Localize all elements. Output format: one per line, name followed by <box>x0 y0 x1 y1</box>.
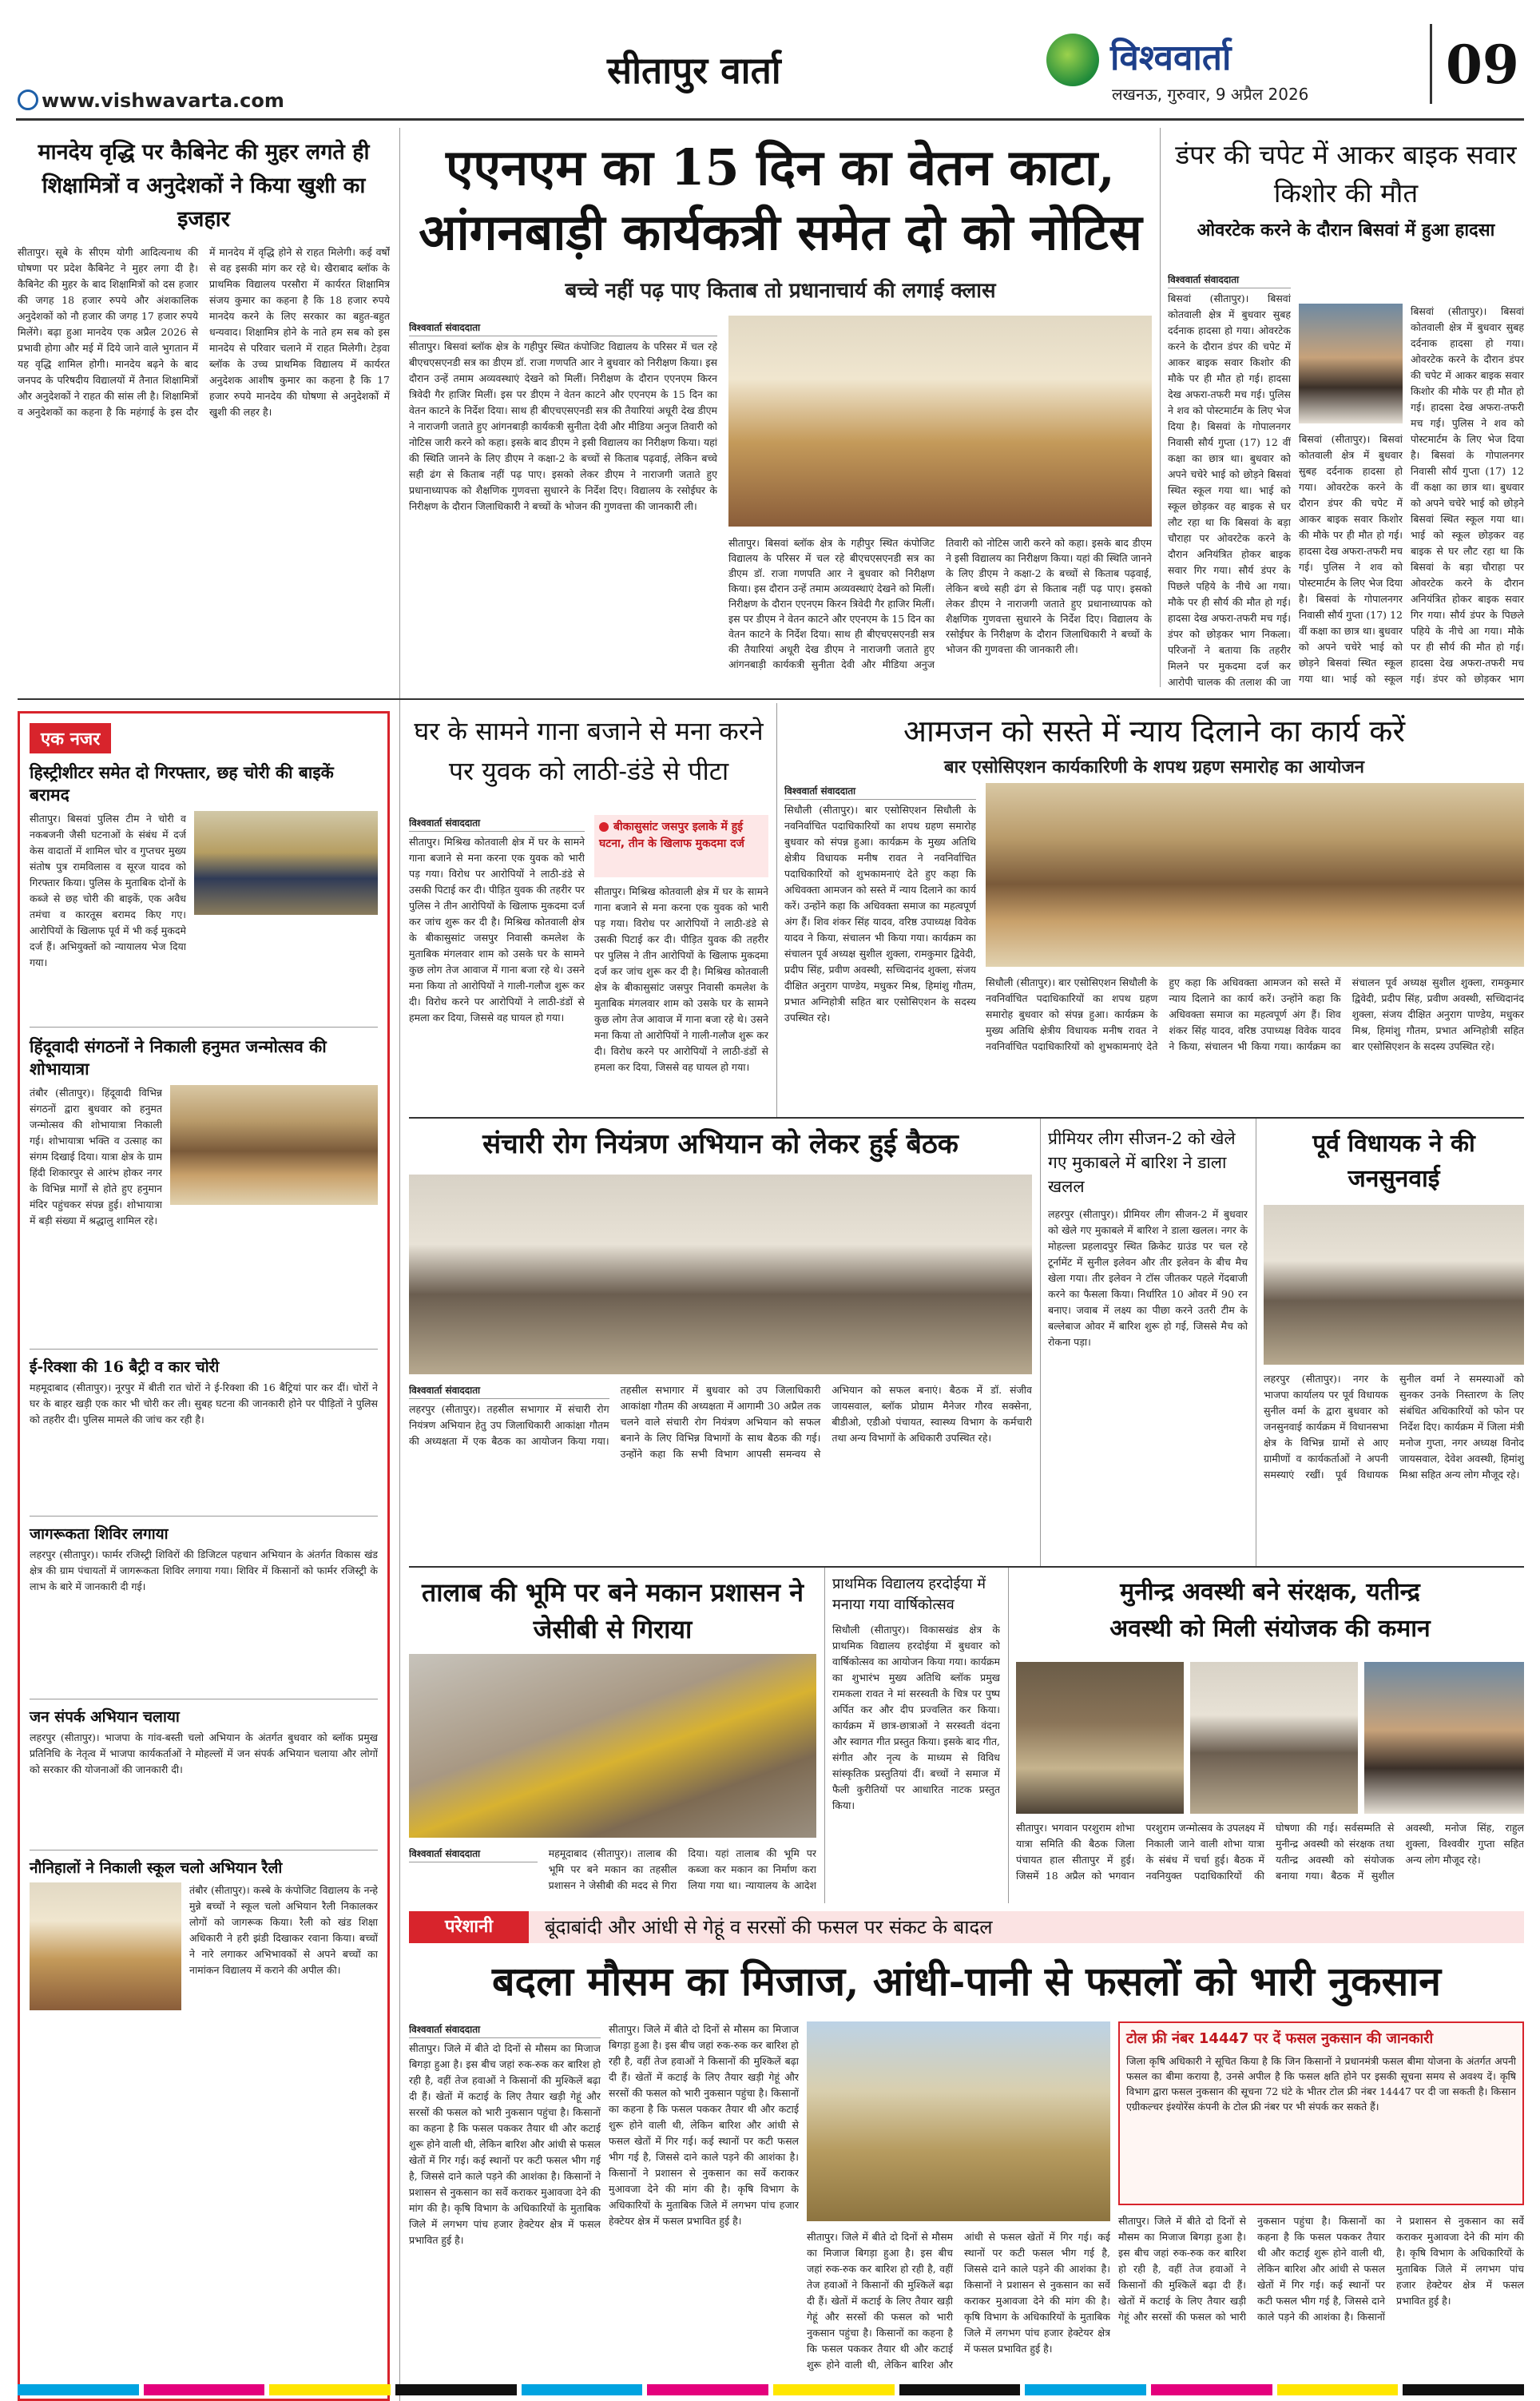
headline: संचारी रोग नियंत्रण अभियान को लेकर हुई बैठक <box>482 1128 959 1160</box>
article-body: सिधौली (सीतापुर)। बार एसोसिएशन सिधौली के नवनिर्वाचित पदाधिकारियों का शपथ ग्रहण समारोह बुधवार को संपन्न हुआ। कार्यक्रम के मुख्य अतिथि क्षेत्रीय विधायक मनीष रावत ने नवनिर्वाचित पदाधिकारियों को शुभकामनाएं देते हुए कहा कि अधिवक्ता आमजन को सस्ते में न्याय दिलाने का कार्य करें। उन्होंने कहा कि अधिवक्ता समाज का महत्वपूर्ण अंग हैं। शिव शंकर सिंह यादव, वरिष्ठ उपाध्यक्ष विवेक यादव ने किया, संचालन भी किया गया। कार्यक्रम का संचालन पूर्व अध्यक्ष सुशील शुक्ला, रामकुमार द्विवेदी, प्रदीप सिंह, प्रवीण अवस्थी, सच्चिदानंद शुक्ला, संजय दीक्षित अनुराग पाण्डेय, मधुकर मिश्र, हिमांशु गौतम, प्रभात अग्निहोत्री सहित बार एसोसिएशन के सदस्य उपस्थित रहे। <box>784 804 976 1024</box>
item-body: महमूदाबाद (सीतापुर)। नूरपुर में बीती रात चोरों ने ई-रिक्शा की 16 बैट्रियां पार कर दीं। चोरों ने घर के बाहर खड़ी एक कार भी चोरी कर ली। सुबह घटना की जानकारी होने पर पीड़ितों ने पुलिस को तहरीर दी। पुलिस मामले की जांच कर रही है। <box>30 1381 378 1425</box>
school-rally-photo <box>30 1882 181 2010</box>
article-body: सीतापुर। भगवान परशुराम शोभा यात्रा समिति की बैठक जिला पंचायत हाल सीतापुर में हुई। जिसमें 18 अप्रैल को भगवान परशुराम जन्मोत्सव के उपलक्ष्य में निकाली जाने वाली शोभा यात्रा के संबंध में चर्चा हुई। बैठक में नवनियुक्त पदाधिकारियों की घोषणा की गई। सर्वसम्मति से मुनीन्द्र अवस्थी को संरक्षक तथा यतीन्द्र अवस्थी को संयोजक बनाया गया। बैठक में सुशील अवस्थी, मनोज सिंह, राहुल शुक्ला, विश्ववीर गुप्ता सहित अन्य लोग मौजूद रहे। <box>1016 1822 1524 1882</box>
byline: विश्ववार्ता संवाददाता <box>784 783 976 800</box>
headline: आमजन को सस्ते में न्याय दिलाने का कार्य करें <box>903 714 1406 749</box>
article-body: सिधौली (सीतापुर)। विकासखंड क्षेत्र के प्राथमिक विद्यालय हरदोईया में बुधवार को वार्षिकोत्सव का आयोजन किया गया। कार्यक्रम का शुभारंभ मुख्य अतिथि ब्लॉक प्रमुख रामकला रावत ने मां सरस्वती के चित्र पर पुष्प अर्पित कर और दीप प्रज्वलित कर किया। कार्यक्रम में छात्र-छात्राओं ने सरस्वती वंदना और स्वागत गीत प्रस्तुत किया। इसके बाद गीत, संगीत और नृत्य के माध्यम से विविध सांस्कृतिक प्रस्तुतियां दीं। बच्चों ने समाज में फैली कुरीतियों पर आधारित नाटक प्रस्तुत किया। <box>832 1624 1000 1811</box>
item-headline: जन संपर्क अभियान चलाया <box>30 1708 180 1726</box>
article-body: सीतापुर। सूबे के सीएम योगी आदित्यनाथ की घोषणा पर प्रदेश कैबिनेट ने मुहर लगा दी है। कैबिनेट की मुहर के बाद शिक्षामित्रों को दस हजार की जगह 18 हजार रुपये और अंशकालिक अनुदेशकों को नौ हजार की जगह 17 हजार रुपये मिलेंगे। बढ़ा हुआ मानदेय एक अप्रैल 2026 से प्रभावी होगा और मई में दिये जाने वाले भुगतान में यह वृद्धि शामिल होगी। मानदेय बढ़ने के बाद जनपद के परिषदीय विद्यालयों में तैनात शिक्षामित्रों और अनुदेशकों ने राहत की सांस ली है। शिक्षामित्रों व अनुदेशकों का कहना है कि महंगाई के इस दौर में मानदेय में वृद्धि होने से राहत मिलेगी। कई वर्षों से वह इसकी मांग कर रहे थे। खैराबाद ब्लॉक के प्राथमिक विद्यालय परसौरा में कार्यरत शिक्षामित्र संजय कुमार का कहना है कि 18 हजार रुपये मानदेय करने के लिए सरकार का बहुत-बहुत धन्यवाद। शिक्षामित्र होने के नाते हम सब को इस मानदेय से परिवार चलाने में राहत मिलेगी। टेड़वा ब्लॉक के उच्च प्राथमिक विद्यालय में कार्यरत अनुदेशक आशीष कुमार का कहना है कि 17 हजार रुपये मानदेय की घोषणा से अनुदेशकों में खुशी की लहर है। <box>18 246 390 418</box>
anm-body-cont: सीतापुर। बिसवां ब्लॉक क्षेत्र के गहीपुर स्थित कंपोजिट विद्यालय के परिसर में चल रहे बीएचएसएनडी सत्र का डीएम डॉ. राजा गणपति आर ने बुधवार को निरीक्षण किया। इस दौरान उन्हें तमाम अव्यवस्थाएं देखने को मिलीं। निरीक्षण के दौरान एएनएम किरन त्रिवेदी गैर हाजिर मिलीं। इस पर डीएम ने वेतन काटने और एएनएम के 15 दिन का वेतन काटने के निर्देश दिया। साथ ही बीएचएसएनडी सत्र की तैयारियां अधूरी देख डीएम ने नाराजगी जताते हुए आंगनबाड़ी कार्यकत्री सुनीता देवी और मीडिया अनुज तिवारी को नोटिस जारी करने को कहा। इसके बाद डीएम ने इसी विद्यालय का निरीक्षण किया। यहां की स्थिति जानने के लिए डीएम ने कक्षा-2 के बच्चों से किताब पढ़वाई, लेकिन बच्चे सही ढंग से किताब नहीं पढ़ पाए। इसको लेकर डीएम ने नाराजगी जताते हुए प्रधानाध्यापक को शैक्षणिक गुणवत्ता सुधारने के निर्देश दिए। विद्यालय के रसोईघर के निरीक्षण के दौरान जिलाधिकारी ने बच्चों के भोजन की गुणवत्ता की जानकारी ली। <box>728 537 1152 670</box>
article-body: सीतापुर। जिले में बीते दो दिनों से मौसम का मिजाज बिगड़ा हुआ है। इस बीच जहां रुक-रुक कर बारिश हो रही है, वहीं तेज हवाओं ने किसानों की मुश्किलें बढ़ा दी हैं। खेतों में कटाई के लिए तैयार खड़ी गेहूं और सरसों की फसल को भारी नुकसान पहुंचा है। किसानों का कहना है कि फसल पककर तैयार थी और कटाई शुरू होने वाली थी, लेकिन बारिश और आंधी से फसल खेतों में गिर गई। कई स्थानों पर कटी फसल भीग गई है, जिससे दाने काले पड़ने की आशंका है। किसानों ने प्रशासन से नुकसान का सर्वे कराकर मुआवजा देने की मांग की है। कृषि विभाग के अधिकारियों के मुताबिक जिले में लगभग पांच हजार हेक्टेयर क्षेत्र में फसल प्रभावित हुई है। <box>409 2042 601 2246</box>
registration-strip <box>18 2384 1524 2395</box>
deck: बार एसोसिएशन कार्यकारिणी के शपथ ग्रहण समारोह का आयोजन <box>943 757 1364 777</box>
item-headline: नौनिहालों ने निकाली स्कूल चलो अभियान रैली <box>30 1859 283 1877</box>
deck: ओवरटेक करने के दौरान बिसवां में हुआ हादसा <box>1197 220 1495 240</box>
talab-body <box>409 1846 816 1894</box>
dumper-body <box>1168 272 1291 687</box>
ek-nazar-item-2 <box>30 1036 378 1341</box>
brand-logo-icon <box>1046 34 1099 86</box>
kicker-headline: बूंदाबांदी और आंधी से गेहूं व सरसों की फसल पर संकट के बादल <box>545 1916 993 1938</box>
dumper-victim-photo <box>1299 304 1403 423</box>
mausam-body-cont2: सीतापुर। जिले में बीते दो दिनों से मौसम का मिजाज बिगड़ा हुआ है। इस बीच जहां रुक-रुक कर बारिश हो रही है, वहीं तेज हवाओं ने किसानों की मुश्किलें बढ़ा दी हैं। खेतों में कटाई के लिए तैयार खड़ी गेहूं और सरसों की फसल को भारी नुकसान पहुंचा है। किसानों का कहना है कि फसल पककर तैयार थी और कटाई शुरू होने वाली थी, लेकिन बारिश और आंधी से फसल खेतों में गिर गई। कई स्थानों पर कटी फसल भीग गई है, जिससे दाने काले पड़ने की आशंका है। किसानों ने प्रशासन से नुकसान का सर्वे कराकर मुआवजा देने की मांग की है। कृषि विभाग के अधिकारियों के मुताबिक जिले में लगभग पांच हजार हेक्टेयर क्षेत्र में फसल प्रभावित हुई है। <box>807 2231 1110 2371</box>
mausam-body-cont: सीतापुर। जिले में बीते दो दिनों से मौसम का मिजाज बिगड़ा हुआ है। इस बीच जहां रुक-रुक कर बारिश हो रही है, वहीं तेज हवाओं ने किसानों की मुश्किलें बढ़ा दी हैं। खेतों में कटाई के लिए तैयार खड़ी गेहूं और सरसों की फसल को भारी नुकसान पहुंचा है। किसानों का कहना है कि फसल पककर तैयार थी और कटाई शुरू होने वाली थी, लेकिन बारिश और आंधी से फसल खेतों में गिर गई। कई स्थानों पर कटी फसल भीग गई है, जिससे दाने काले पड़ने की आशंका है। किसानों ने प्रशासन से नुकसान का सर्वे कराकर मुआवजा देने की मांग की है। कृषि विभाग के अधिकारियों के मुताबिक जिले में लगभग पांच हजार हेक्टेयर क्षेत्र में फसल प्रभावित हुई है। <box>609 2023 799 2227</box>
headline-line1: मुनीन्द्र अवस्थी बने संरक्षक, यतीन्द्र <box>1120 1578 1420 1606</box>
page-number: 09 <box>1446 34 1519 96</box>
kicker-bar <box>409 1911 1524 1943</box>
article-body: लहरपुर (सीतापुर)। तहसील सभागार में संचारी रोग नियंत्रण अभियान हेतु उप जिलाधिकारी आकांक्षा गौतम की अध्यक्षता में एक बैठक का आयोजन किया गया। तहसील सभागार में बुधवार को उप जिलाधिकारी आकांक्षा गौतम की अध्यक्षता में आगामी 30 अप्रैल तक चलने वाले संचारी रोग नियंत्रण अभियान को सफल बनाने के लिए विभिन्न विभागों के साथ बैठक की गई। उन्होंने कहा कि सभी विभाग आपसी समन्वय से अभियान को सफल बनाएं। बैठक में डॉ. संजीव जायसवाल, ब्लॉक प्रोग्राम मैनेजर गौरव सक्सेना, बीडीओ, एडीओ पंचायत, स्वास्थ्य विभाग के कर्मचारी तथा अन्य विभागों के अधिकारी उपस्थित रहे। <box>409 1384 1032 1460</box>
anm-photo <box>728 316 1152 527</box>
section-title: सीतापुर वार्ता <box>607 49 781 92</box>
gaana-body <box>409 815 585 1111</box>
byline: विश्ववार्ता संवाददाता <box>409 815 585 832</box>
item-headline: हिंदूवादी संगठनों ने निकाली हनुमत जन्मोत्सव की शोभायात्रा <box>30 1036 327 1079</box>
deck: बच्चे नहीं पढ़ पाए किताब तो प्रधानाचार्य की लगाई क्लास <box>565 279 996 303</box>
byline: विश्ववार्ता संवाददाता <box>1168 272 1291 288</box>
mausam-body-cont3: सीतापुर। जिले में बीते दो दिनों से मौसम का मिजाज बिगड़ा हुआ है। इस बीच जहां रुक-रुक कर बारिश हो रही है, वहीं तेज हवाओं ने किसानों की मुश्किलें बढ़ा दी हैं। खेतों में कटाई के लिए तैयार खड़ी गेहूं और सरसों की फसल को भारी नुकसान पहुंचा है। किसानों का कहना है कि फसल पककर तैयार थी और कटाई शुरू होने वाली थी, लेकिन बारिश और आंधी से फसल खेतों में गिर गई। कई स्थानों पर कटी फसल भीग गई है, जिससे दाने काले पड़ने की आशंका है। किसानों ने प्रशासन से नुकसान का सर्वे कराकर मुआवजा देने की मांग की है। कृषि विभाग के अधिकारियों के मुताबिक जिले में लगभग पांच हजार हेक्टेयर क्षेत्र में फसल प्रभावित हुई है। <box>1118 2215 1524 2323</box>
item-headline: जागरूकता शिविर लगाया <box>30 1525 169 1543</box>
gaana-body-cont: सीतापुर। मिश्रिख कोतवाली क्षेत्र में घर के सामने गाना बजाने से मना करना एक युवक को भारी पड़ गया। विरोध पर आरोपियों ने लाठी-डंडे से उसकी पिटाई कर दी। पीड़ित युवक की तहरीर पर पुलिस ने तीन आरोपियों के खिलाफ मुकदमा दर्ज कर जांच शुरू कर दी है। मिश्रिख कोतवाली क्षेत्र के बीकासुसांट जसपुर निवासी कमलेश के मुताबिक मंगलवार शाम को उसके घर के सामने कुछ लोग तेज आवाज में गाना बजा रहे थे। उसने मना किया तो आरोपियों ने गाली-गलौज शुरू कर दी। विरोध करने पर आरोपियों ने लाठी-डंडों से हमला कर दिया, जिससे वह घायल हो गया। <box>594 885 768 1073</box>
article-varshikotsav <box>832 1574 1000 1894</box>
article-body: महमूदाबाद (सीतापुर)। तालाब की भूमि पर बने मकान का तहसील प्रशासन ने जेसीबी की मदद से गिरा दिया। यहां तालाब की भूमि पर कब्जा कर मकान का निर्माण करा लिया गया था। न्यायालय के आदेश <box>548 1847 816 1891</box>
byline: विश्ववार्ता संवाददाता <box>409 320 717 336</box>
ek-nazar-item-5 <box>30 1707 378 1842</box>
byline: विश्ववार्ता संवाददाता <box>409 1846 538 1862</box>
article-body: सीतापुर। मिश्रिख कोतवाली क्षेत्र में घर के सामने गाना बजाने से मना करना एक युवक को भारी पड़ गया। विरोध पर आरोपियों ने लाठी-डंडे से उसकी पिटाई कर दी। पीड़ित युवक की तहरीर पर पुलिस ने तीन आरोपियों के खिलाफ मुकदमा दर्ज कर जांच शुरू कर दी है। मिश्रिख कोतवाली क्षेत्र के बीकासुसांट जसपुर निवासी कमलेश के मुताबिक मंगलवार शाम को उसके घर के सामने कुछ लोग तेज आवाज में गाना बजा रहे थे। उसने मना किया तो आरोपियों ने गाली-गलौज शुरू कर दी। विरोध करने पर आरोपियों ने लाठी-डंडों से हमला कर दिया, जिससे वह घायल हो गया। <box>409 836 585 1024</box>
munindra-photo-1 <box>1016 1662 1184 1814</box>
article-gaana <box>409 711 768 1111</box>
headline: डंपर की चपेट में आकर बाइक सवार किशोर की मौत <box>1175 139 1517 209</box>
kicker-label: परेशानी <box>409 1911 529 1943</box>
crop-damage-photo <box>807 2021 1110 2221</box>
headline-line2: आंगनबाड़ी कार्यकत्री समेत दो को नोटिस <box>419 203 1142 261</box>
dumper-body-cont2: बिसवां (सीतापुर)। बिसवां कोतवाली क्षेत्र में बुधवार सुबह दर्दनाक हादसा हो गया। ओवरटेक करने के दौरान डंपर की चपेट में आकर बाइक सवार किशोर की मौके पर ही मौत हो गई। हादसा देख अफरा-तफरी मच गई। पुलिस ने शव को पोस्टमार्टम के लिए भेज दिया है। बिसवां के गोपालनगर निवासी सौर्य गुप्ता (17) 12 वीं कक्षा का छात्र था। बुधवार को अपने चचेरे भाई को छोड़ने बिसवां स्थित स्कूल गया था। भाई को स्कूल छोड़कर वह बाइक से घर लौट रहा था कि बिसवां के बड़ा चौराहा पर ओवरटेक करने के दौरान अनियंत्रित होकर बाइक सवार गिर गया। सौर्य डंपर के पिछले पहिये के नीचे आ गया। मौके पर ही सौर्य की मौत हो गई। हादसा देख अफरा-तफरी मच गई। डंपर को छोड़कर भाग <box>1411 305 1524 685</box>
mausam-headline: बदला मौसम का मिजाज, आंधी-पानी से फसलों को भारी नुकसान <box>491 1958 1442 2005</box>
item-body: लहरपुर (सीतापुर)। भाजपा के गांव-बस्ती चलो अभियान के अंतर्गत बुधवार को ब्लॉक प्रमुख प्रतिनिधि के नेतृत्व में भाजपा कार्यकर्ताओं ने मोहल्लों में जन संपर्क अभियान चलाया और लोगों को सरकार की योजनाओं की जानकारी दी। <box>30 1731 378 1775</box>
masthead <box>0 0 1540 120</box>
brand-name: विश्ववार्ता <box>1110 38 1232 78</box>
article-body: सीतापुर। बिसवां ब्लॉक क्षेत्र के गहीपुर स्थित कंपोजिट विद्यालय के परिसर में चल रहे बीएचएसएनडी सत्र का डीएम डॉ. राजा गणपति आर ने बुधवार को निरीक्षण किया। इस दौरान उन्हें तमाम अव्यवस्थाएं देखने को मिलीं। निरीक्षण के दौरान एएनएम किरन त्रिवेदी गैर हाजिर मिलीं। इस पर डीएम ने वेतन काटने और एएनएम के 15 दिन का वेतन काटने के निर्देश दिया। साथ ही बीएचएसएनडी सत्र की तैयारियां अधूरी देख डीएम ने नाराजगी जताते हुए आंगनबाड़ी कार्यकत्री सुनीता देवी और मीडिया अनुज तिवारी को नोटिस जारी करने को कहा। इसके बाद डीएम ने इसी विद्यालय का निरीक्षण किया। यहां की स्थिति जानने के लिए डीएम ने कक्षा-2 के बच्चों से किताब पढ़वाई, लेकिन बच्चे सही ढंग से किताब नहीं पढ़ पाए। इसको लेकर डीएम ने नाराजगी जताते हुए प्रधानाध्यापक को शैक्षणिक गुणवत्ता सुधारने के निर्देश दिए। विद्यालय के रसोईघर के निरीक्षण के दौरान जिलाधिकारी ने बच्चों के भोजन की गुणवत्ता की जानकारी ली। <box>409 340 717 512</box>
headline: प्राथमिक विद्यालय हरदोईया में मनाया गया वार्षिकोत्सव <box>832 1576 986 1613</box>
sanchari-body <box>409 1382 1032 1558</box>
headline: तालाब की भूमि पर बने मकान प्रशासन ने जेसीबी से गिराया <box>421 1577 804 1644</box>
tag-box <box>594 815 768 877</box>
headline: प्रीमियर लीग सीजन-2 को खेले गए मुकाबले में बारिश ने डाला खलल <box>1048 1129 1236 1196</box>
headline-line1: एएनएम का 15 दिन का वेतन काटा, <box>446 138 1115 197</box>
tag-text: बीकासुसांट जसपुर इलाके में हुई घटना, तीन के खिलाफ मुकदमा दर्ज <box>599 821 744 850</box>
bar-association-photo <box>986 783 1524 967</box>
munindra-body <box>1016 1820 1524 1900</box>
public-hearing-photo <box>1264 1205 1524 1365</box>
item-body: सीतापुर। बिसवां पुलिस टीम ने चोरी व नकबजनी जैसी घटनाओं के संबंध में दर्ज केस वादातों में शामिल चोर व गुप्तचर मुख्य संतोष पुत्र रामविलास व सूरज यादव को गिरफ्तार किया। पुलिस के मुताबिक दोनों के कब्जे से छह चोरी की बाइकें, एक अवैध तमंचा व कारतूस बरामद किए गए। आरोपियों के खिलाफ पूर्व में भी कई मुकदमे दर्ज हैं। अभियुक्तों को न्यायालय भेज दिया गया। <box>30 813 186 968</box>
byline: विश्ववार्ता संवाददाता <box>409 2021 601 2038</box>
dumper-body-cont: बिसवां (सीतापुर)। बिसवां कोतवाली क्षेत्र में बुधवार सुबह दर्दनाक हादसा हो गया। ओवरटेक करने के दौरान डंपर की चपेट में आकर बाइक सवार किशोर की मौके पर ही मौत हो गई। हादसा देख अफरा-तफरी मच गई। पुलिस ने शव को पोस्टमार्टम के लिए भेज दिया है। बिसवां के गोपालनगर निवासी सौर्य गुप्ता (17) 12 वीं कक्षा का छात्र था। बुधवार को अपने चचेरे भाई को छोड़ने बिसवां स्थित स्कूल गया था। भाई को स्कूल <box>1299 433 1403 685</box>
item-body: तंबौर (सीतापुर)। हिंदूवादी विभिन्न संगठनों द्वारा बुधवार को हनुमत जन्मोत्सव की शोभायात्रा निकाली गई। शोभायात्रा भक्ति व उत्साह का संगम दिखाई दिया। यात्रा क्षेत्र के ग्राम हिंदी शिकारपुर से आरंभ होकर नगर के विभिन्न मार्गों से होते हुए हनुमान मंदिर पहुंचकर संपन्न हुई। शोभायात्रा में बड़ी संख्या में श्रद्धालु शामिल रहे। <box>30 1087 162 1226</box>
item-headline: हिस्ट्रीशीटर समेत दो गिरफ्तार, छह चोरी की बाइकें बरामद <box>30 762 334 805</box>
article-body: बिसवां (सीतापुर)। बिसवां कोतवाली क्षेत्र में बुधवार सुबह दर्दनाक हादसा हो गया। ओवरटेक करने के दौरान डंपर की चपेट में आकर बाइक सवार किशोर की मौके पर ही मौत हो गई। हादसा देख अफरा-तफरी मच गई। पुलिस ने शव को पोस्टमार्टम के लिए भेज दिया है। बिसवां के गोपालनगर निवासी सौर्य गुप्ता (17) 12 वीं कक्षा का छात्र था। बुधवार को अपने चचेरे भाई को छोड़ने बिसवां स्थित स्कूल गया था। भाई को स्कूल छोड़कर वह बाइक से घर लौट रहा था कि बिसवां के बड़ा चौराहा पर ओवरटेक करने के दौरान अनियंत्रित होकर बाइक सवार गिर गया। सौर्य डंपर के पिछले पहिये के नीचे आ गया। मौके पर ही सौर्य की मौत हो गई। हादसा देख अफरा-तफरी मच गई। डंपर को छोड़कर भाग निकला। परिजनों ने बताया कि तहरीर मिलने पर मुकदमा दर्ज कर आरोपी चालक की तलाश की जा <box>1168 292 1291 687</box>
bulldozer-photo <box>409 1654 816 1838</box>
police-photo <box>194 811 378 915</box>
item-body: तंबौर (सीतापुर)। कस्बे के कंपोजिट विद्यालय के नन्हे मुन्ने बच्चों ने स्कूल चलो अभियान रैली निकालकर लोगों को जागरूक किया। रैली को खंड शिक्षा अधिकारी ने हरी झंडी दिखाकर रवाना किया। बच्चों ने नारे लगाकर अभिभावकों से अपने बच्चों का नामांकन विद्यालय में कराने की अपील की। <box>189 1884 378 1976</box>
procession-photo <box>170 1085 378 1205</box>
headline-line2: अवस्थी को मिली संयोजक की कमान <box>1109 1615 1431 1643</box>
byline: विश्ववार्ता संवाददाता <box>409 1382 609 1399</box>
item-headline: ई-रिक्शा की 16 बैट्री व कार चोरी <box>30 1358 220 1376</box>
headline: घर के सामने गाना बजाने से मना करने पर युवक को लाठी-डंडे से पीटा <box>414 716 764 786</box>
dateline: लखनऊ, गुरुवार, 9 अप्रैल 2026 <box>1112 85 1309 104</box>
article-purv-vidhayak <box>1264 1127 1524 1558</box>
meeting-photo <box>409 1175 1032 1374</box>
bullet-dot-icon <box>599 822 609 832</box>
mausam-body <box>409 2021 601 2373</box>
item-body: लहरपुर (सीतापुर)। फार्मर रजिस्ट्री शिविरों की डिजिटल पहचान अभियान के अंतर्गत विकास खंड क्षेत्र की ग्राम पंचायतों में जागरूकता शिविर लगाया गया। शिविर में किसानों को फार्मर रजिस्ट्री के लाभ के बारे में जानकारी दी गई। <box>30 1548 378 1592</box>
box-title: एक नजर <box>30 723 111 753</box>
tollfree-body: जिला कृषि अधिकारी ने सूचित किया है कि जिन किसानों ने प्रधानमंत्री फसल बीमा योजना के अंतर्गत अपनी फसल का बीमा कराया है, उनसे अपील है कि फसल क्षति होने पर इसकी सूचना समय से अवश्य दें। कृषि विभाग द्वारा फसल नुकसान की सूचना 72 घंटे के भीतर टोल फ्री नंबर 14447 पर दी जा सकती है। किसान एग्रीकल्चर इंश्योरेंस कंपनी के टोल फ्री नंबर पर भी संपर्क कर सकते हैं। <box>1126 2055 1516 2113</box>
nyay-body <box>784 783 976 1103</box>
headline: पूर्व विधायक ने की जनसुनवाई <box>1312 1130 1475 1193</box>
munindra-photo-3 <box>1364 1662 1524 1814</box>
article-shikshamitra <box>18 136 390 695</box>
ek-nazar-box <box>18 711 390 2401</box>
article-body: लहरपुर (सीतापुर)। नगर के भाजपा कार्यालय पर पूर्व विधायक सुनील वर्मा के द्वारा बुधवार को जनसुनवाई कार्यक्रम में विधानसभा क्षेत्र के विभिन्न ग्रामों से आए ग्रामीणों व कार्यकर्ताओं ने अपनी समस्याएं रखीं। पूर्व विधायक सुनील वर्मा ने समस्याओं को सुनकर उनके निस्तारण के लिए संबंधित अधिकारियों को फोन पर निर्देश दिए। कार्यक्रम में जिला मंत्री मनोज गुप्ता, नगर अध्यक्ष विनोद जायसवाल, देवेश अवस्थी, हिमांशु मिश्रा सहित अन्य लोग मौजूद रहे। <box>1264 1373 1524 1481</box>
ek-nazar-item-3 <box>30 1358 378 1508</box>
ek-nazar-item-6 <box>30 1858 378 2146</box>
article-premier <box>1048 1127 1248 1558</box>
tollfree-box <box>1118 2021 1524 2205</box>
munindra-photo-2 <box>1190 1662 1358 1814</box>
ek-nazar-item-4 <box>30 1524 378 1691</box>
website[interactable]: www.vishwavarta.com <box>42 89 284 112</box>
globe-icon <box>18 89 38 110</box>
nyay-body-cont: सिधौली (सीतापुर)। बार एसोसिएशन सिधौली के नवनिर्वाचित पदाधिकारियों का शपथ ग्रहण समारोह बुधवार को संपन्न हुआ। कार्यक्रम के मुख्य अतिथि क्षेत्रीय विधायक मनीष रावत ने नवनिर्वाचित पदाधिकारियों को शुभकामनाएं देते हुए कहा कि अधिवक्ता आमजन को सस्ते में न्याय दिलाने का कार्य करें। उन्होंने कहा कि अधिवक्ता समाज का महत्वपूर्ण अंग हैं। शिव शंकर सिंह यादव, वरिष्ठ उपाध्यक्ष विवेक यादव ने किया, संचालन भी किया गया। कार्यक्रम का संचालन पूर्व अध्यक्ष सुशील शुक्ला, रामकुमार द्विवेदी, प्रदीप सिंह, प्रवीण अवस्थी, सच्चिदानंद शुक्ला, संजय दीक्षित अनुराग पाण्डेय, मधुकर मिश्र, हिमांशु गौतम, प्रभात अग्निहोत्री सहित बार एसोसिएशन के सदस्य उपस्थित रहे। <box>986 976 1524 1052</box>
ek-nazar-item-1 <box>30 761 378 1019</box>
anm-body <box>409 320 717 689</box>
headline: मानदेय वृद्धि पर कैबिनेट की मुहर लगते ही शिक्षामित्रों व अनुदेशकों ने किया खुशी का इजहार <box>38 140 370 232</box>
article-body: लहरपुर (सीतापुर)। प्रीमियर लीग सीजन-2 में बुधवार को खेले गए मुकाबले में बारिश ने डाला खलल। नगर के मोहल्ला प्रहलादपुर स्थित क्रिकेट ग्राउंड पर चल रहे टूर्नामेंट में सुनील इलेवन और तीर इलेवन के बीच मैच खेला गया। तीर इलेवन ने टॉस जीतकर पहले गेंदबाजी करने का फैसला किया। निर्धारित 10 ओवर में 90 रन बनाए। जवाब में लक्ष्य का पीछा करने उतरी टीम के बल्लेबाज ओवर में बारिश शुरू हो गई, जिससे मैच को रोकना पड़ा। <box>1048 1208 1248 1348</box>
tollfree-title: टोल फ्री नंबर 14447 पर दें फसल नुकसान की जानकारी <box>1126 2030 1434 2047</box>
